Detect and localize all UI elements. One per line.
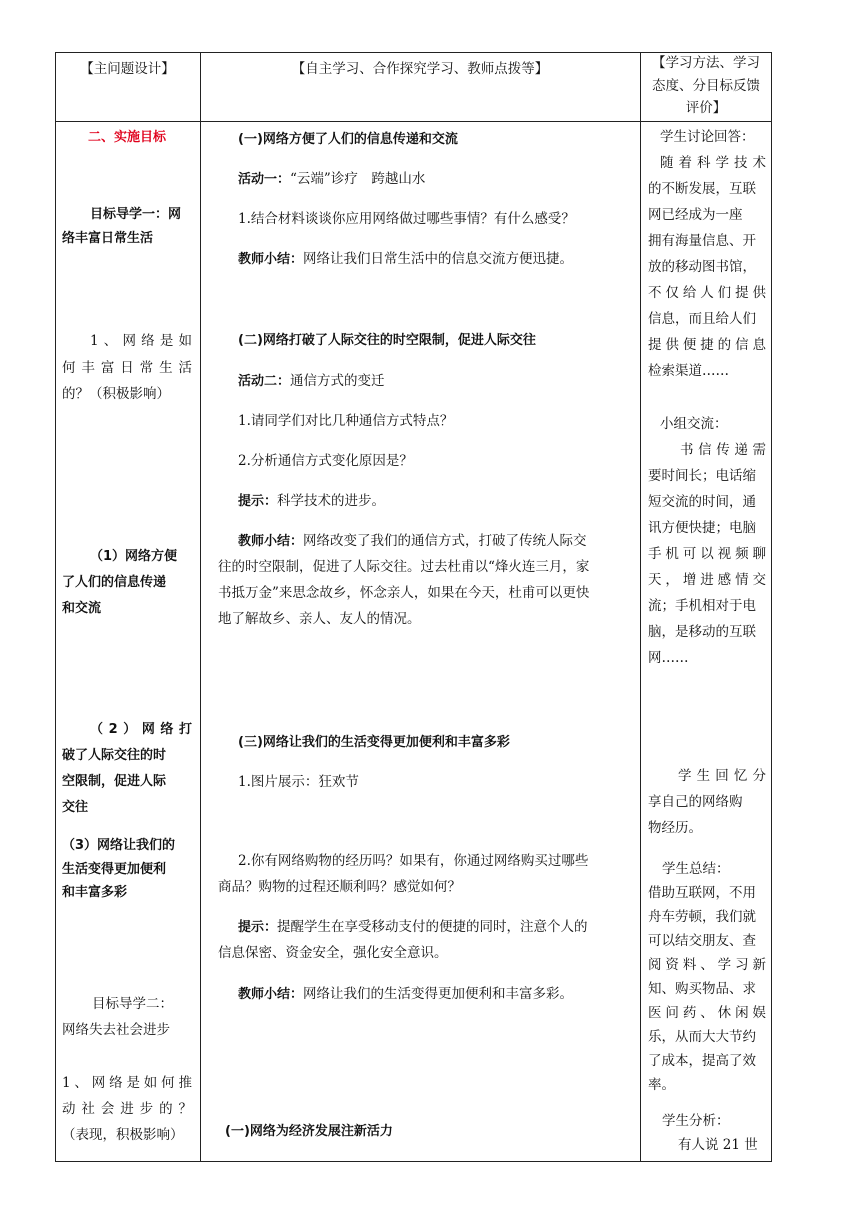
point2-line2: 破了人际交往的时 xyxy=(62,748,167,763)
section3-hint-text-1: 提醒学生在享受移动支付的便捷的同时，注意个人的 xyxy=(277,919,588,935)
point2-line4: 交往 xyxy=(62,800,89,815)
goal1-line1: 目标导学一：网 xyxy=(90,207,182,222)
header-col1: 【主问题设计】 xyxy=(80,61,175,77)
section3-item2-line2: 商品？购物的过程还顺利吗？感觉如何？ xyxy=(218,879,461,895)
column-divider-2 xyxy=(640,53,641,1161)
column-divider-1 xyxy=(200,53,201,1161)
right-block2-line4: 讯方便快捷；电脑 xyxy=(648,520,756,536)
section1-title: (一)网络方便了人们的信息传递和交流 xyxy=(238,132,458,147)
right-block2-line9: 网…… xyxy=(648,650,689,666)
activity1-summary xyxy=(238,248,573,271)
right-block1-line2: 的不断发展，互联 xyxy=(648,181,756,197)
right-block4-line8: 了成本，提高了效 xyxy=(648,1053,756,1069)
right-block1-line4: 拥有海量信息、开 xyxy=(648,233,756,249)
activity1-summary-label: 教师小结： xyxy=(238,252,304,267)
right-block5-line1: 有人说 21 世 xyxy=(678,1137,758,1153)
activity2-summary-label: 教师小结： xyxy=(238,534,304,549)
right-block2-line6: 天，增进感情交 xyxy=(648,572,766,588)
right-block3-line2: 享自己的网络购 xyxy=(648,794,743,810)
point3-line1: （3）网络让我们的 xyxy=(62,838,176,853)
right-block2-line8: 脑，是移动的互联 xyxy=(648,624,756,640)
right-block1-line7: 信息，而且给人们 xyxy=(648,311,756,327)
right-block4-line9: 率。 xyxy=(648,1077,675,1093)
activity2-summary-line3: 书抵万金”来思念故乡，怀念亲人，如果在今天，杜甫可以更快 xyxy=(218,585,590,601)
activity2-hint xyxy=(238,490,385,513)
activity2-question2: 2.分析通信方式变化原因是？ xyxy=(238,453,413,469)
section4-title: (一)网络为经济发展注新活力 xyxy=(225,1124,393,1139)
activity2-question1: 1.请同学们对比几种通信方式特点？ xyxy=(238,413,454,429)
header-divider xyxy=(56,121,771,122)
right-block1-heading: 学生讨论回答： xyxy=(660,129,755,145)
right-block1-line3: 网已经成为一座 xyxy=(648,207,743,223)
question1-line2: 何丰富日常生活 xyxy=(62,360,192,376)
right-block3-line3: 物经历。 xyxy=(648,820,702,836)
activity2-summary-text-1: 网络改变了我们的通信方式，打破了传统人际交 xyxy=(303,533,587,549)
activity2-summary-line4: 地了解故乡、亲人、友人的情况。 xyxy=(218,611,421,627)
right-block4-line1: 借助互联网，不用 xyxy=(648,885,756,901)
activity2-label: 活动二： xyxy=(238,374,291,389)
section3-hint-line2: 信息保密、资金安全，强化安全意识。 xyxy=(218,945,448,961)
section-title: 二、实施目标 xyxy=(88,130,167,145)
header-col3-line1: 【学习方法、学习 xyxy=(652,55,760,71)
section3-summary-label: 教师小结： xyxy=(238,987,304,1002)
activity1-label: 活动一： xyxy=(238,172,291,187)
right-block1-line5: 放的移动图书馆， xyxy=(648,259,756,275)
section3-item2-line1: 2.你有网络购物的经历吗？如果有，你通过网络购买过哪些 xyxy=(238,853,589,869)
section3-title: (三)网络让我们的生活变得更加便利和丰富多彩 xyxy=(238,735,510,750)
right-block2-heading: 小组交流： xyxy=(660,416,728,432)
point2-line1: （2）网络打 xyxy=(90,722,192,737)
right-block4-line6: 医问药、休闲娱 xyxy=(648,1005,766,1021)
right-block3-line1: 学生回忆分 xyxy=(678,768,766,784)
point3-line3: 和丰富多彩 xyxy=(62,885,128,900)
header-col3-line3: 评价】 xyxy=(685,100,727,116)
header-col2: 【自主学习、合作探究学习、教师点拨等】 xyxy=(291,61,549,77)
question1-line1: 1、网络是如 xyxy=(90,333,192,349)
activity2-summary-line1 xyxy=(238,530,587,553)
right-block4-line4: 阅资料、学习新 xyxy=(648,957,766,973)
right-block1-line8: 提供便捷的信息 xyxy=(648,337,766,353)
right-block2-line3: 短交流的时间，通 xyxy=(648,494,756,510)
right-block2-line7: 流；手机相对于电 xyxy=(648,598,756,614)
activity1-summary-text: 网络让我们日常生活中的信息交流方便迅捷。 xyxy=(303,251,574,267)
activity2-hint-text: 科学技术的进步。 xyxy=(277,493,386,509)
section3-summary-text: 网络让我们的生活变得更加便利和丰富多彩。 xyxy=(303,986,574,1002)
right-block2-line5: 手机可以视频聊 xyxy=(648,546,766,562)
activity2-hint-label: 提示： xyxy=(238,494,278,509)
point1-line1: （1）网络方便 xyxy=(90,549,178,564)
question2-line3: （表现，积极影响） xyxy=(62,1127,184,1143)
right-block4-line7: 乐，从而大大节约 xyxy=(648,1029,756,1045)
point1-line3: 和交流 xyxy=(62,601,102,616)
section3-summary xyxy=(238,983,573,1006)
section2-title: (二)网络打破了人际交往的时空限制，促进人际交往 xyxy=(238,333,536,348)
activity1 xyxy=(238,168,425,191)
point3-line2: 生活变得更加便利 xyxy=(62,862,167,877)
question2-line1: 1、网络是如何推 xyxy=(62,1075,192,1091)
goal2-line2: 网络失去社会进步 xyxy=(62,1022,170,1038)
activity1-text: “云端”诊疗 跨越山水 xyxy=(290,171,426,187)
right-block5-heading: 学生分析： xyxy=(662,1113,730,1129)
activity2-text: 通信方式的变迁 xyxy=(290,373,385,389)
right-block2-line1: 书信传递需 xyxy=(680,442,766,458)
activity2-summary-line2: 往的时空限制，促进了人际交往。过去杜甫以“烽火连三月，家 xyxy=(218,559,590,575)
right-block4-heading: 学生总结： xyxy=(662,861,730,877)
header-col3-line2: 态度、分目标反馈 xyxy=(652,78,760,94)
question2-line2: 动社会进步的？ xyxy=(62,1101,192,1117)
goal2-line1: 目标导学二： xyxy=(92,996,173,1012)
right-block4-line2: 舟车劳顿，我们就 xyxy=(648,909,756,925)
right-block1-line1: 随着科学技术 xyxy=(660,155,766,171)
right-block4-line5: 知、购买物品、求 xyxy=(648,981,756,997)
section3-hint-line1 xyxy=(238,916,588,939)
right-block1-line6: 不仅给人们提供 xyxy=(648,285,766,301)
activity2 xyxy=(238,370,385,393)
point1-line2: 了人们的信息传递 xyxy=(62,575,167,590)
question1-line3: 的？（积极影响） xyxy=(62,386,170,402)
activity1-question1: 1.结合材料谈谈你应用网络做过哪些事情？有什么感受？ xyxy=(238,211,575,227)
goal1-line2: 络丰富日常生活 xyxy=(62,231,154,246)
right-block1-line9: 检索渠道…… xyxy=(648,363,729,379)
right-block4-line3: 可以结交朋友、查 xyxy=(648,933,756,949)
point2-line3: 空限制，促进人际 xyxy=(62,774,167,789)
right-block2-line2: 要时间长；电话缩 xyxy=(648,468,756,484)
section3-hint-label: 提示： xyxy=(238,920,278,935)
section3-item1: 1.图片展示：狂欢节 xyxy=(238,774,359,790)
